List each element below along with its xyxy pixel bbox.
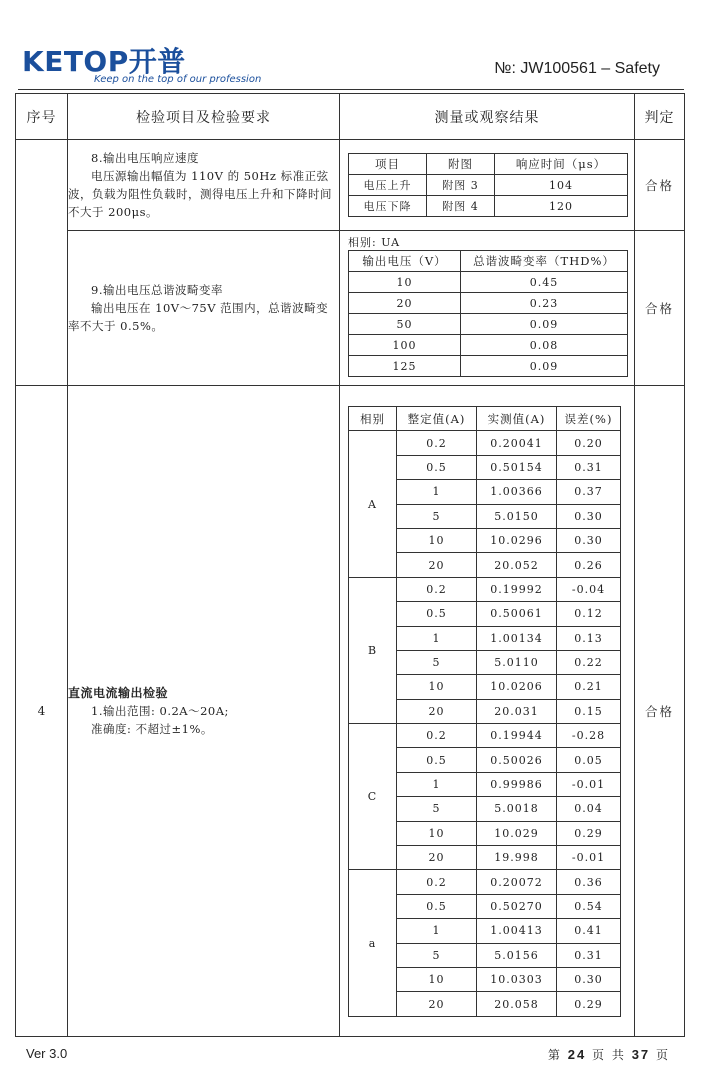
sub-table-row (349, 293, 628, 314)
cell: 10.0303 (477, 967, 557, 991)
cell: 5.0110 (477, 650, 557, 674)
sub-table-row (349, 196, 628, 217)
cell: 5.0156 (477, 943, 557, 967)
cell: 0.5 (397, 748, 477, 772)
requirement-title: 9.输出电压总谐波畸变率 (91, 283, 223, 297)
header-divider (18, 89, 684, 90)
cell: 0.2 (397, 724, 477, 748)
cell: 104 (495, 175, 628, 196)
cell: 0.22 (557, 650, 621, 674)
sub-table-row (349, 335, 628, 356)
cell: 0.19944 (477, 724, 557, 748)
cell: 1.00413 (477, 919, 557, 943)
cell: 1 (397, 480, 477, 504)
cell: 1.00366 (477, 480, 557, 504)
cell: 1 (397, 919, 477, 943)
result-cell (340, 140, 635, 231)
cell: 0.2 (397, 870, 477, 894)
cell: 20.052 (477, 553, 557, 577)
thd-table (348, 250, 628, 377)
sub-table-header (349, 154, 628, 175)
table-header-row (16, 94, 685, 140)
cell: 0.04 (557, 797, 621, 821)
cell: 10 (397, 967, 477, 991)
table-row (16, 386, 685, 1037)
cell: 20 (349, 293, 461, 314)
table-row (349, 577, 621, 601)
inspection-table (15, 93, 685, 1037)
logo-tagline: Keep on the top of our profession (94, 74, 262, 85)
sub-table-row (349, 356, 628, 377)
cell: 0.29 (557, 992, 621, 1016)
logo-text: KETOP开普 (22, 45, 186, 78)
cell: 19.998 (477, 846, 557, 870)
cell: -0.01 (557, 772, 621, 796)
cell: 附图 3 (427, 175, 495, 196)
sub-header-cell: 误差(%) (557, 407, 621, 431)
requirement-cell (68, 386, 340, 1037)
col-header-verdict: 判定 (635, 94, 685, 140)
cell: 0.50061 (477, 602, 557, 626)
requirement-cell (68, 140, 340, 231)
page-indicator (548, 1046, 670, 1063)
row-number: 4 (16, 386, 68, 1037)
cell: 20 (397, 699, 477, 723)
sub-table-row (349, 314, 628, 335)
cell: 5 (397, 943, 477, 967)
requirement-title: 8.输出电压响应速度 (91, 151, 199, 165)
table-row (16, 140, 685, 231)
sub-table-header (349, 251, 628, 272)
cell: 125 (349, 356, 461, 377)
page-suffix: 页 (655, 1048, 670, 1062)
phase-cell: B (349, 577, 397, 723)
sub-header-cell: 响应时间（μs） (495, 154, 628, 175)
company-logo (22, 40, 272, 90)
col-header-no: 序号 (16, 94, 68, 140)
cell: 0.41 (557, 919, 621, 943)
cell: 1.00134 (477, 626, 557, 650)
page-total: 37 (631, 1047, 651, 1062)
sub-header-cell: 实测值(A) (477, 407, 557, 431)
cell: 0.37 (557, 480, 621, 504)
cell: 100 (349, 335, 461, 356)
cell: 10 (397, 675, 477, 699)
cell: 10.0206 (477, 675, 557, 699)
cell: 0.08 (461, 335, 628, 356)
cell: 0.13 (557, 626, 621, 650)
table-row (349, 431, 621, 455)
col-header-item: 检验项目及检验要求 (68, 94, 340, 140)
cell: 0.15 (557, 699, 621, 723)
cell: 1 (397, 626, 477, 650)
cell: 20 (397, 846, 477, 870)
requirement-line: 1.输出范围: 0.2A～20A; (91, 704, 229, 718)
cell: 20 (397, 992, 477, 1016)
result-cell (340, 386, 635, 1037)
sub-table-row (349, 272, 628, 293)
document-number: №: JW100561 – Safety (494, 60, 660, 77)
cell: 0.50270 (477, 894, 557, 918)
cell: 0.5 (397, 602, 477, 626)
sub-table-header (349, 407, 621, 431)
cell: 1 (397, 772, 477, 796)
cell: 50 (349, 314, 461, 335)
cell: 0.5 (397, 455, 477, 479)
cell: 0.31 (557, 943, 621, 967)
cell: 5 (397, 797, 477, 821)
requirement-text: 输出电压在 10V～75V 范围内，总谐波畸变率不大于 0.5%。 (68, 301, 329, 333)
cell: 0.45 (461, 272, 628, 293)
cell: 0.2 (397, 577, 477, 601)
cell: 0.50154 (477, 455, 557, 479)
cell: 0.54 (557, 894, 621, 918)
page-current: 24 (567, 1047, 587, 1062)
verdict-cell: 合格 (635, 140, 685, 231)
col-header-result: 测量或观察结果 (340, 94, 635, 140)
cell: 10 (397, 821, 477, 845)
cell: 电压下降 (349, 196, 427, 217)
sub-header-cell: 输出电压（V） (349, 251, 461, 272)
verdict-cell: 合格 (635, 386, 685, 1037)
cell: -0.01 (557, 846, 621, 870)
cell: 0.29 (557, 821, 621, 845)
cell: -0.04 (557, 577, 621, 601)
cell: 5.0150 (477, 504, 557, 528)
requirement-title: 直流电流输出检验 (68, 686, 169, 700)
sub-header-cell: 项目 (349, 154, 427, 175)
result-cell (340, 231, 635, 386)
sub-header-cell: 总谐波畸变率（THD%） (461, 251, 628, 272)
cell: 0.50026 (477, 748, 557, 772)
cell: 0.20041 (477, 431, 557, 455)
cell: 20.058 (477, 992, 557, 1016)
cell: 20.031 (477, 699, 557, 723)
cell: 5 (397, 504, 477, 528)
table-row (349, 724, 621, 748)
response-time-table (348, 153, 628, 217)
cell: 0.09 (461, 314, 628, 335)
cell: 0.30 (557, 528, 621, 552)
cell: 20 (397, 553, 477, 577)
cell: 120 (495, 196, 628, 217)
requirement-text: 电压源输出幅值为 110V 的 50Hz 标准正弦波，负载为阻性负载时，测得电压上升和下降时间不大于 200μs。 (68, 169, 332, 219)
cell: 10.0296 (477, 528, 557, 552)
version-label: Ver 3.0 (26, 1046, 68, 1061)
table-row (349, 870, 621, 894)
cell: 0.05 (557, 748, 621, 772)
cell: 0.26 (557, 553, 621, 577)
cell: -0.28 (557, 724, 621, 748)
cell: 0.30 (557, 504, 621, 528)
cell: 电压上升 (349, 175, 427, 196)
sub-header-cell: 相别 (349, 407, 397, 431)
cell: 0.12 (557, 602, 621, 626)
requirement-line: 准确度: 不超过±1%。 (91, 722, 213, 736)
cell: 0.2 (397, 431, 477, 455)
requirement-cell (68, 231, 340, 386)
cell: 0.20 (557, 431, 621, 455)
table-row (16, 231, 685, 386)
cell: 0.31 (557, 455, 621, 479)
cell: 5.0018 (477, 797, 557, 821)
cell: 0.19992 (477, 577, 557, 601)
page-prefix: 第 (547, 1048, 562, 1062)
sub-header-cell: 整定值(A) (397, 407, 477, 431)
cell: 0.99986 (477, 772, 557, 796)
cell: 10 (349, 272, 461, 293)
sub-table-row (349, 175, 628, 196)
row-number-empty (16, 140, 68, 386)
phase-cell: a (349, 870, 397, 1016)
cell: 0.30 (557, 967, 621, 991)
cell: 0.23 (461, 293, 628, 314)
cell: 10.029 (477, 821, 557, 845)
cell: 5 (397, 650, 477, 674)
cell: 0.20072 (477, 870, 557, 894)
page-middle: 页 共 (592, 1048, 626, 1062)
cell: 0.36 (557, 870, 621, 894)
verdict-cell: 合格 (635, 231, 685, 386)
phase-cell: C (349, 724, 397, 870)
phase-label: 相别: UA (348, 236, 401, 249)
sub-header-cell: 附图 (427, 154, 495, 175)
cell: 0.09 (461, 356, 628, 377)
cell: 10 (397, 528, 477, 552)
dc-current-table (348, 406, 621, 1017)
cell: 0.21 (557, 675, 621, 699)
phase-cell: A (349, 431, 397, 577)
cell: 0.5 (397, 894, 477, 918)
cell: 附图 4 (427, 196, 495, 217)
